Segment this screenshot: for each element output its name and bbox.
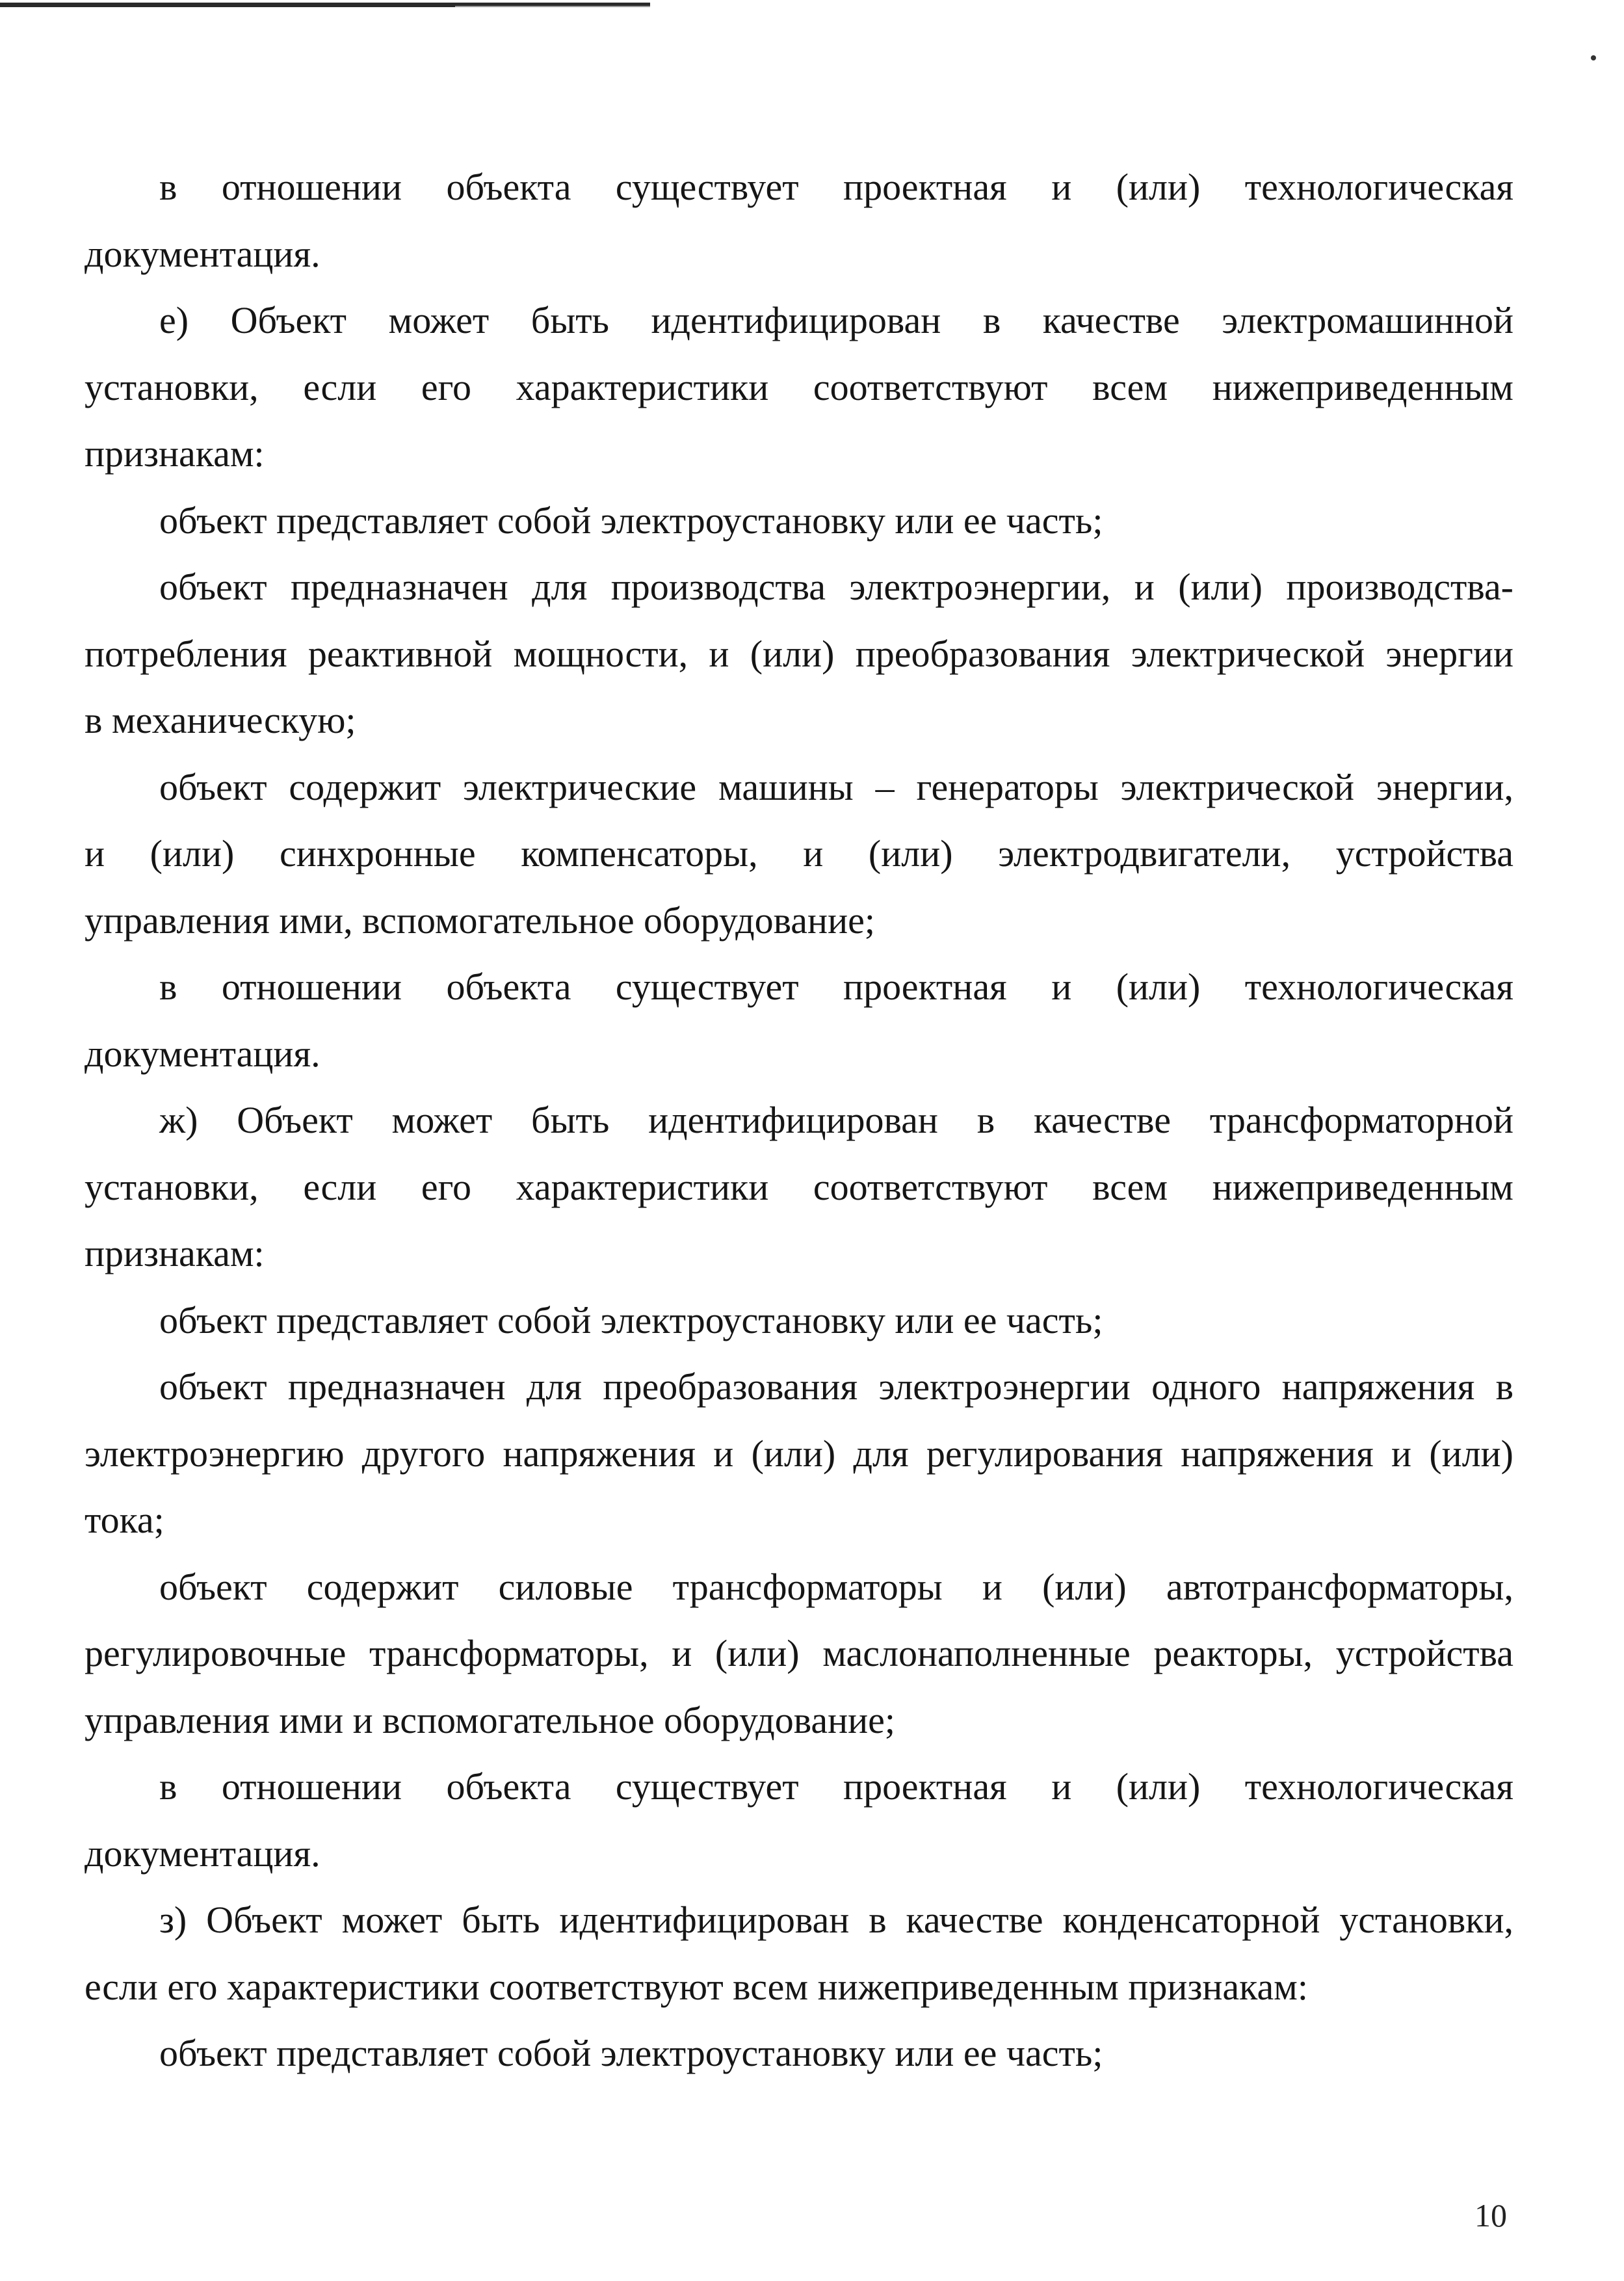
text-line: документация. bbox=[85, 232, 321, 275]
text-line: объект представляет собой электроустановку или ее часть; bbox=[159, 1299, 1103, 1341]
text-line: управления ими и вспомогательное оборудование; bbox=[85, 1698, 895, 1741]
text-line: в отношении объекта существует проектная и (или) технологическая bbox=[159, 1765, 1513, 1808]
text-line: в механическую; bbox=[85, 699, 356, 741]
text-line: в отношении объекта существует проектная и (или) технологическая bbox=[159, 166, 1513, 208]
text-line: тока; bbox=[85, 1499, 164, 1541]
text-line: если его характеристики соответствуют всем нижеприведенным признакам: bbox=[85, 1965, 1308, 2008]
text-line: объект представляет собой электроустановку или ее часть; bbox=[159, 2032, 1103, 2074]
text-line: объект содержит силовые трансформаторы и (или) автотрансформаторы, bbox=[159, 1565, 1513, 1608]
text-line: ж) Объект может быть идентифицирован в качестве трансформаторной bbox=[159, 1099, 1513, 1141]
scan-edge-line-faint bbox=[455, 6, 650, 7]
text-line: в отношении объекта существует проектная и (или) технологическая bbox=[159, 966, 1513, 1008]
text-line: признакам: bbox=[85, 1232, 265, 1274]
text-line: регулировочные трансформаторы, и (или) маслонаполненные реакторы, устройства bbox=[85, 1632, 1513, 1674]
text-line: документация. bbox=[85, 1832, 321, 1875]
text-line: потребления реактивной мощности, и (или) преобразования электрической энергии bbox=[85, 632, 1513, 675]
scan-speck bbox=[1591, 55, 1596, 60]
text-line: установки, если его характеристики соответствуют всем нижеприведенным bbox=[85, 1165, 1513, 1208]
text-line: установки, если его характеристики соответствуют всем нижеприведенным bbox=[85, 365, 1513, 408]
text-line: е) Объект может быть идентифицирован в качестве электромашинной bbox=[159, 299, 1513, 341]
text-line: признакам: bbox=[85, 432, 265, 475]
text-line: электроэнергию другого напряжения и (или) для регулирования напряжения и (или) bbox=[85, 1432, 1513, 1475]
text-line: документация. bbox=[85, 1032, 321, 1075]
text-line: объект предназначен для преобразования электроэнергии одного напряжения в bbox=[159, 1365, 1513, 1408]
text-line: з) Объект может быть идентифицирован в качестве конденсаторной установки, bbox=[159, 1899, 1513, 1941]
text-line: и (или) синхронные компенсаторы, и (или) электродвигатели, устройства bbox=[85, 832, 1513, 875]
document-body bbox=[85, 154, 1513, 2087]
text-line: объект предназначен для производства электроэнергии, и (или) производства- bbox=[159, 566, 1513, 608]
text-line: объект представляет собой электроустановку или ее часть; bbox=[159, 499, 1103, 542]
text-line: объект содержит электрические машины – генераторы электрической энергии, bbox=[159, 765, 1513, 808]
text-line: управления ими, вспомогательное оборудование; bbox=[85, 899, 875, 942]
page-number: 10 bbox=[1474, 2197, 1507, 2234]
